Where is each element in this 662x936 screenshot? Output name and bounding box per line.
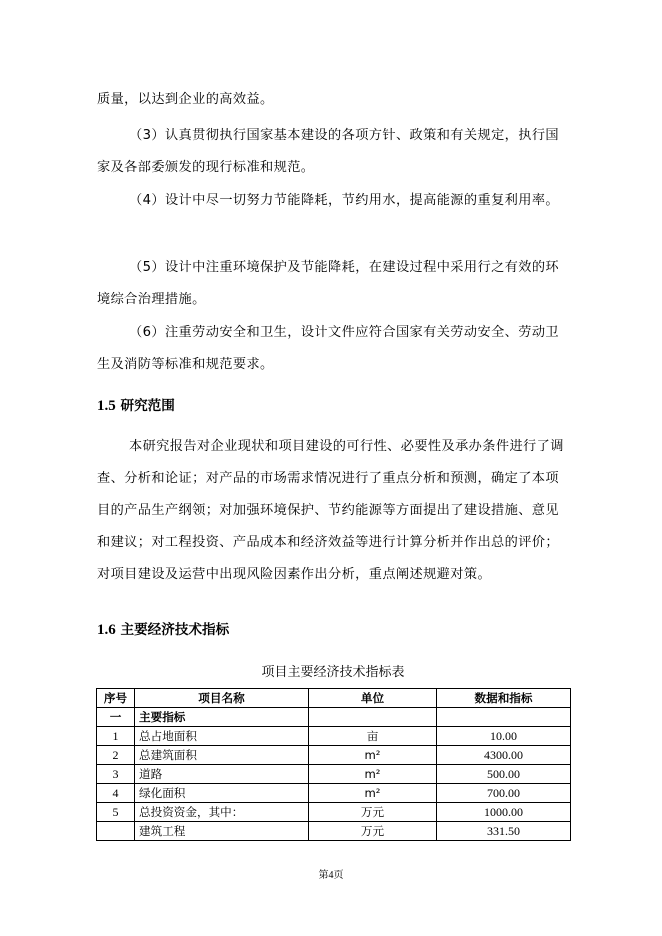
cell-name: 总建筑面积	[135, 746, 309, 765]
section-number: 1.5	[97, 398, 116, 414]
indicators-table	[96, 688, 571, 841]
section-1-5-body: 本研究报告对企业现状和项目建设的可行性、必要性及承办条件进行了调查、分析和论证；对产品的市场需求情况进行了重点分析和预测，确定了本项目的产品生产纲领；对加强环境保护、节约能源等方面提出了建设措施、意见和建议；对工程投资、产品成本和经济效益等进行计算分析并作出总的评价；对项目建设及运营中出现风险因素作出分析，重点阐述规避对策。	[97, 439, 564, 582]
table-row	[97, 765, 571, 784]
cell-unit: 万元	[309, 803, 437, 822]
cell-no: 2	[97, 746, 135, 765]
cell-name: 主要指标	[135, 708, 309, 727]
paragraph-item-5: （5）设计中注重环境保护及节能降耗，在建设过程中采用行之有效的环境综合治理措施。	[97, 260, 559, 307]
paragraph-continuation: 质量，以达到企业的高效益。	[97, 92, 274, 107]
section-title: 研究范围	[120, 398, 175, 414]
section-heading-1-6	[97, 618, 229, 639]
cell-no: 1	[97, 727, 135, 746]
table-row	[97, 727, 571, 746]
cell-name: 道路	[135, 765, 309, 784]
cell-unit	[309, 708, 437, 727]
header-unit: 单位	[309, 689, 437, 708]
cell-no: 5	[97, 803, 135, 822]
table-header-row	[97, 689, 571, 708]
cell-value: 4300.00	[437, 746, 571, 765]
header-value: 数据和指标	[437, 689, 571, 708]
header-no: 序号	[97, 689, 135, 708]
cell-name: 总占地面积	[135, 727, 309, 746]
header-name: 项目名称	[135, 689, 309, 708]
cell-no: 一	[97, 708, 135, 727]
cell-value: 10.00	[437, 727, 571, 746]
cell-no: 3	[97, 765, 135, 784]
cell-unit: 亩	[309, 727, 437, 746]
cell-name: 建筑工程	[135, 822, 309, 841]
cell-value: 500.00	[437, 765, 571, 784]
cell-value: 331.50	[437, 822, 571, 841]
table-row	[97, 803, 571, 822]
cell-value	[437, 708, 571, 727]
cell-unit: m²	[309, 746, 437, 765]
table-row	[97, 708, 571, 727]
section-heading-1-5	[97, 394, 175, 415]
cell-no	[97, 822, 135, 841]
page-number: 第4页	[318, 870, 344, 881]
cell-value: 700.00	[437, 784, 571, 803]
cell-value: 1000.00	[437, 803, 571, 822]
cell-name: 绿化面积	[135, 784, 309, 803]
section-number: 1.6	[97, 622, 116, 638]
section-title: 主要经济技术指标	[120, 622, 230, 638]
paragraph-item-3: （3）认真贯彻执行国家基本建设的各项方针、政策和有关规定，执行国家及各部委颁发的现行标准和规范。	[97, 128, 559, 175]
cell-unit: m²	[309, 784, 437, 803]
table-row	[97, 822, 571, 841]
paragraph-item-6: （6）注重劳动安全和卫生，设计文件应符合国家有关劳动安全、劳动卫生及消防等标准和规范要求。	[97, 325, 559, 372]
cell-unit: m²	[309, 765, 437, 784]
table-row	[97, 784, 571, 803]
table-row	[97, 746, 571, 765]
cell-unit: 万元	[309, 822, 437, 841]
cell-no: 4	[97, 784, 135, 803]
cell-name: 总投资资金，其中：	[135, 803, 309, 822]
table-caption: 项目主要经济技术指标表	[261, 665, 405, 680]
paragraph-item-4: （4）设计中尽一切努力节能降耗，节约用水，提高能源的重复利用率。	[129, 193, 559, 208]
